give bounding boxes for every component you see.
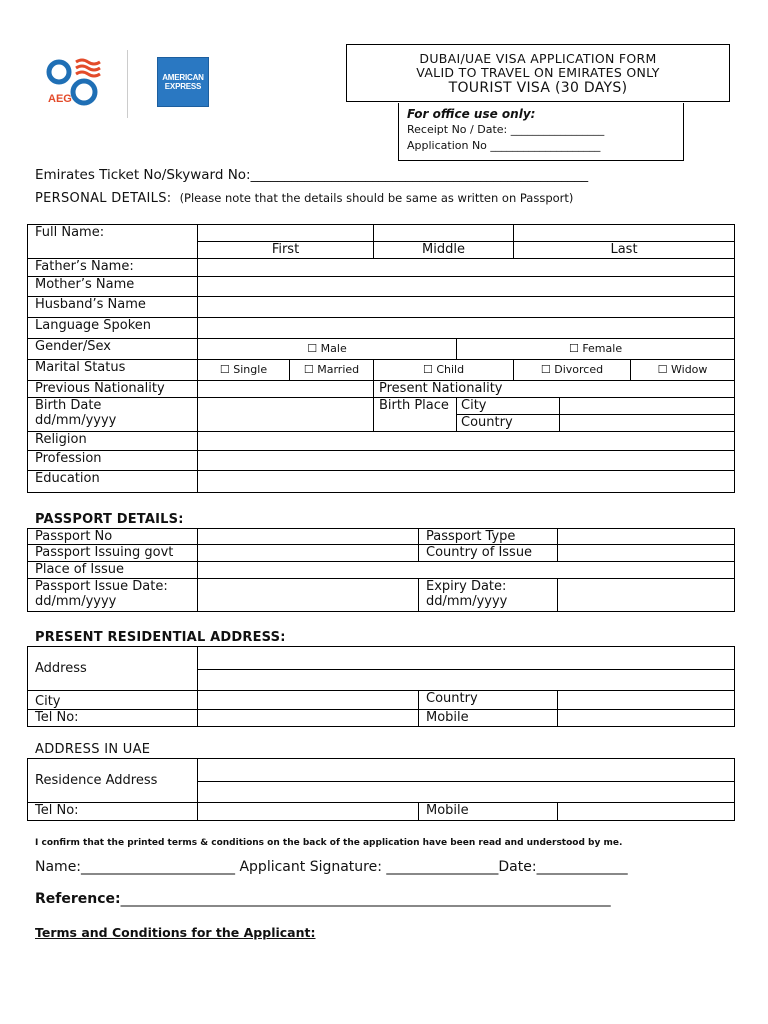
previous-nationality-input[interactable] [198,381,374,398]
birth-city-input[interactable] [560,398,735,415]
signature-line[interactable]: Name:______________________ Applicant Signature: ________________Date:_____________ [35,859,628,875]
country-of-issue-input[interactable] [558,545,735,562]
issuing-govt-label: Passport Issuing govt [28,545,198,562]
birth-city-label: City [457,398,560,415]
passport-details-heading: PASSPORT DETAILS: [35,512,184,527]
divorced-checkbox-icon: ☐ [540,363,551,376]
passport-type-input[interactable] [558,529,735,545]
passport-type-label: Passport Type [419,529,558,545]
passport-no-label: Passport No [28,529,198,545]
language-label: Language Spoken [28,318,198,339]
passport-details-table [27,528,735,612]
husband-name-input[interactable] [198,297,735,318]
residential-address-heading: PRESENT RESIDENTIAL ADDRESS: [35,630,286,645]
residential-address-table [27,646,735,727]
first-name-input[interactable] [198,225,374,242]
expiry-date-label: Expiry Date: dd/mm/yyyy [419,579,558,612]
profession-input[interactable] [198,451,735,471]
education-input[interactable] [198,471,735,493]
reference-blank: ______________________________________________________________________ [120,891,611,907]
language-input[interactable] [198,318,735,339]
office-use-heading: For office use only: [407,107,536,121]
res-mobile-label: Mobile [419,710,558,727]
residence-address-input-line1[interactable] [198,759,735,782]
last-label: Last [514,242,735,259]
marital-child-option[interactable]: ☐ Child [374,360,514,381]
office-use-box [398,103,684,161]
religion-label: Religion [28,432,198,451]
res-tel-label: Tel No: [28,710,198,727]
form-title-line2: VALID TO TRAVEL ON EMIRATES ONLY [416,65,660,80]
application-no-field: Application No ____________________ [407,139,601,152]
gender-female-option[interactable]: ☐ Female [457,339,735,360]
marital-divorced-option[interactable]: ☐ Divorced [514,360,631,381]
issue-date-input[interactable] [198,579,419,612]
first-label: First [198,242,374,259]
uae-address-table [27,758,735,821]
aeg-logo [46,56,104,110]
personal-details-heading: PERSONAL DETAILS: (Please note that the details should be same as written on Passport) [35,191,574,206]
res-mobile-input[interactable] [558,710,735,727]
reference-label: Reference: [35,891,121,907]
religion-input[interactable] [198,432,735,451]
residence-address-label: Residence Address [28,759,198,803]
female-checkbox-icon: ☐ [568,342,579,355]
birth-place-label: Birth Place [374,398,457,432]
address-input-line1[interactable] [198,647,735,670]
education-label: Education [28,471,198,493]
male-checkbox-icon: ☐ [307,342,318,355]
uae-tel-input[interactable] [198,803,419,821]
gender-label: Gender/Sex [28,339,198,360]
uae-mobile-input[interactable] [558,803,735,821]
receipt-no-field: Receipt No / Date: _________________ [407,123,605,136]
aeg-logo-text: AEG [48,93,72,105]
ticket-no-line[interactable]: Emirates Ticket No/Skyward No:__________________________________________________ [35,167,589,183]
reference-row[interactable] [35,891,611,907]
expiry-date-input[interactable] [558,579,735,612]
place-of-issue-input[interactable] [198,562,735,579]
mother-name-input[interactable] [198,277,735,297]
father-name-label: Father’s Name: [28,259,198,277]
previous-nationality-label: Previous Nationality [28,381,198,398]
birth-date-input[interactable] [198,398,374,432]
husband-name-label: Husband’s Name [28,297,198,318]
country-of-issue-label: Country of Issue [419,545,558,562]
birth-date-label: Birth Date dd/mm/yyyy [28,398,198,432]
logo-divider [127,50,128,118]
marital-widow-option[interactable]: ☐ Widow [631,360,735,381]
address-input-line2[interactable] [198,670,735,691]
uae-mobile-label: Mobile [419,803,558,821]
form-title-box [346,44,730,102]
residence-address-input-line2[interactable] [198,782,735,803]
form-title-line3: TOURIST VISA (30 DAYS) [448,80,628,96]
marital-status-label: Marital Status [28,360,198,381]
gender-male-option[interactable]: ☐ Male [198,339,457,360]
personal-details-table [27,224,735,493]
amex-logo: AMERICAN EXPRESS [157,57,209,107]
form-title-line1: DUBAI/UAE VISA APPLICATION FORM [419,51,657,66]
marital-married-option[interactable]: ☐ Married [290,360,374,381]
issuing-govt-input[interactable] [198,545,419,562]
profession-label: Profession [28,451,198,471]
child-checkbox-icon: ☐ [422,363,433,376]
single-checkbox-icon: ☐ [219,363,230,376]
res-country-label: Country [419,691,558,710]
mother-name-label: Mother’s Name [28,277,198,297]
res-country-input[interactable] [558,691,735,710]
father-name-input[interactable] [198,259,735,277]
middle-name-input[interactable] [374,225,514,242]
place-of-issue-label: Place of Issue [28,562,198,579]
confirmation-text: I confirm that the printed terms & conditions on the back of the application have been read and understood by me. [35,838,623,848]
address-label: Address [28,647,198,691]
full-name-label: Full Name: [28,225,198,259]
res-tel-input[interactable] [198,710,419,727]
issue-date-label: Passport Issue Date: dd/mm/yyyy [28,579,198,612]
res-city-input[interactable] [198,691,419,710]
middle-label: Middle [374,242,514,259]
married-checkbox-icon: ☐ [303,363,314,376]
uae-tel-label: Tel No: [28,803,198,821]
uae-address-heading: ADDRESS IN UAE [35,742,151,757]
personal-details-note: (Please note that the details should be same as written on Passport) [179,191,574,205]
birth-country-input[interactable] [560,415,735,432]
widow-checkbox-icon: ☐ [657,363,668,376]
last-name-input[interactable] [514,225,735,242]
passport-no-input[interactable] [198,529,419,545]
res-city-label: City [28,691,198,710]
present-nationality-label: Present Nationality [374,381,735,398]
terms-heading: Terms and Conditions for the Applicant: [35,925,316,940]
birth-country-label: Country [457,415,560,432]
marital-single-option[interactable]: ☐ Single [198,360,290,381]
